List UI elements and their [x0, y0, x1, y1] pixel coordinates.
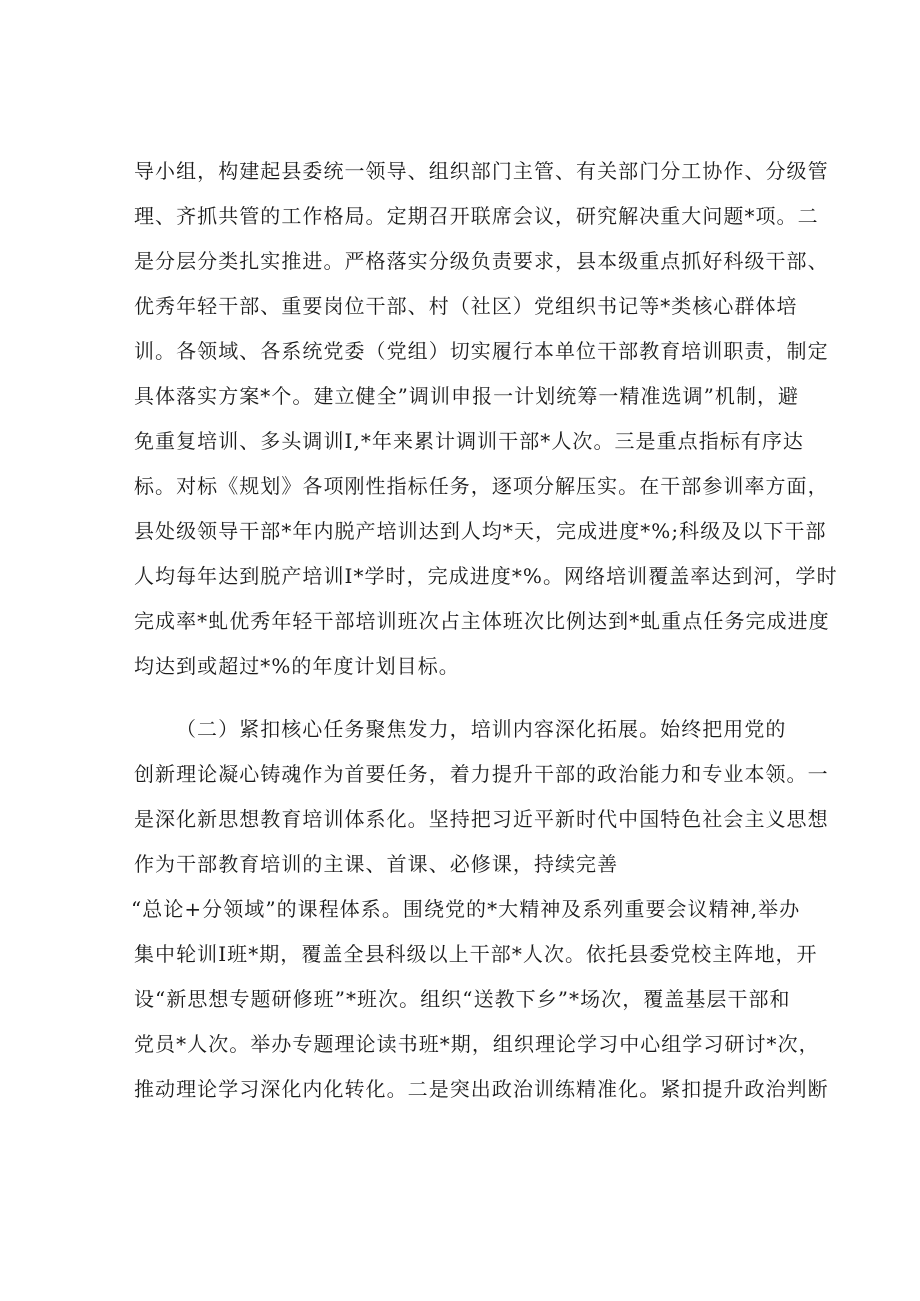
text-line: 完成率*虬优秀年轻干部培训班次占主体班次比例达到*虬重点任务完成进度: [134, 609, 830, 633]
text-line: 标。对标《规划》各项刚性指标任务，逐项分解压实。在干部参训率方面，: [134, 474, 829, 498]
text-line: 作为干部教育培训的主课、首课、必修课，持续完善: [134, 852, 619, 876]
text-line: 推动理论学习深化内化转化。二是突出政治训练精准化。紧扣提升政治判断: [134, 1077, 829, 1101]
text-line: 导小组，构建起县委统一领导、组织部门主管、有关部门分工协作、分级管: [134, 159, 829, 183]
section-heading-line: （二）紧扣核心任务聚焦发力，培训内容深化拓展。始终把用党的: [176, 717, 787, 741]
text-line: 党员*人次。举办专题理论读书班*期，组织理论学习中心组学习研讨*次，: [134, 1032, 820, 1056]
text-line: 集中轮训I班*期，覆盖全县科级以上干部*人次。依托县委党校主阵地，开: [134, 942, 818, 966]
text-line: 优秀年轻干部、重要岗位干部、村（社区）党组织书记等*类核心群体培: [134, 294, 798, 318]
text-line: 均达到或超过*%的年度计划目标。: [134, 654, 460, 678]
text-line: 人均每年达到脱产培训I*学时，完成进度*%。网络培训覆盖率达到河，学时: [134, 564, 838, 588]
text-line: “总论+分领域”的课程体系。围绕党的*大精神及系列重要会议精神,举办: [131, 897, 801, 921]
text-line: 训。各领域、各系统党委（党组）切实履行本单位干部教育培训职责，制定: [134, 339, 829, 363]
text-line: 设“新思想专题研修班”*班次。组织“送教下乡”*场次，覆盖基层干部和: [134, 987, 791, 1011]
text-line: 具体落实方案*个。建立健全”调训申报一计划统筹一精准选调”机制，避: [134, 384, 800, 408]
text-line: 是分层分类扎实推进。严格落实分级负责要求，县本级重点抓好科级干部、: [134, 249, 829, 273]
text-line: 是深化新思想教育培训体系化。坚持把习近平新时代中国特色社会主义思想: [134, 807, 829, 831]
text-line: 免重复培训、多头调训I,*年来累计调训干部*人次。三是重点指标有序达: [134, 429, 804, 453]
text-line: 县处级领导干部*年内脱产培训达到人均*天，完成进度*%;科级及以下干部: [134, 519, 827, 543]
text-line: 理、齐抓共管的工作格局。定期召开联席会议，研究解决重大问题*项。二: [134, 204, 819, 228]
text-line: 创新理论凝心铸魂作为首要任务，着力提升干部的政治能力和专业本领。一: [134, 762, 829, 786]
